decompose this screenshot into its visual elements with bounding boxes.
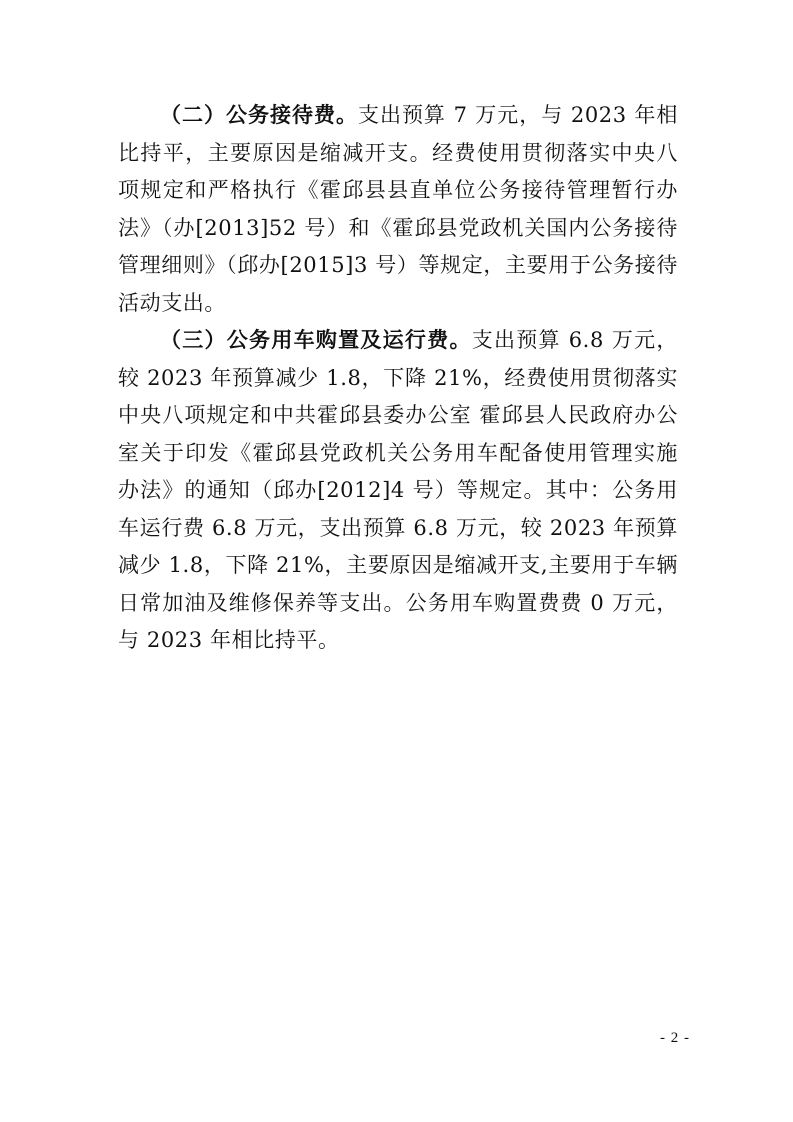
section-heading-reception: （二）公务接待费。 — [160, 103, 358, 127]
page-number: - 2 - — [660, 1030, 690, 1046]
section-heading-vehicle: （三）公务用车购置及运行费。 — [160, 328, 472, 352]
section-body-reception: 支出预算 7 万元，与 2023 年相比持平，主要原因是缩减开支。经费使用贯彻落实中央八项规定和严格执行《霍邱县县直单位公务接待管理暂行办法》（办[2013]52 号）和《霍邱县党政机关国内公务接待管理细则》（邱办[2015]3 号）等规定，主要用于公务接待活动支出。 — [118, 103, 678, 315]
paragraph-reception-expenses — [118, 97, 678, 322]
section-body-vehicle: 支出预算 6.8 万元，较 2023 年预算减少 1.8，下降 21%，经费使用贯彻落实中央八项规定和中共霍邱县委办公室 霍邱县人民政府办公室关于印发《霍邱县党政机关公务用车配备使用管理实施办法》的通知（邱办[2012]4 号）等规定。其中：公务用车运行费 6.8 万元，支出预算 6.8 万元，较 2023 年预算减少 1.8，下降 21%，主要原因是缩减开支,主要用于车辆日常加油及维修保养等支出。公务用车购置费费 0 万元，与 2023 年相比持平。 — [118, 328, 678, 652]
paragraph-vehicle-expenses — [118, 322, 678, 660]
document-body — [118, 97, 678, 660]
